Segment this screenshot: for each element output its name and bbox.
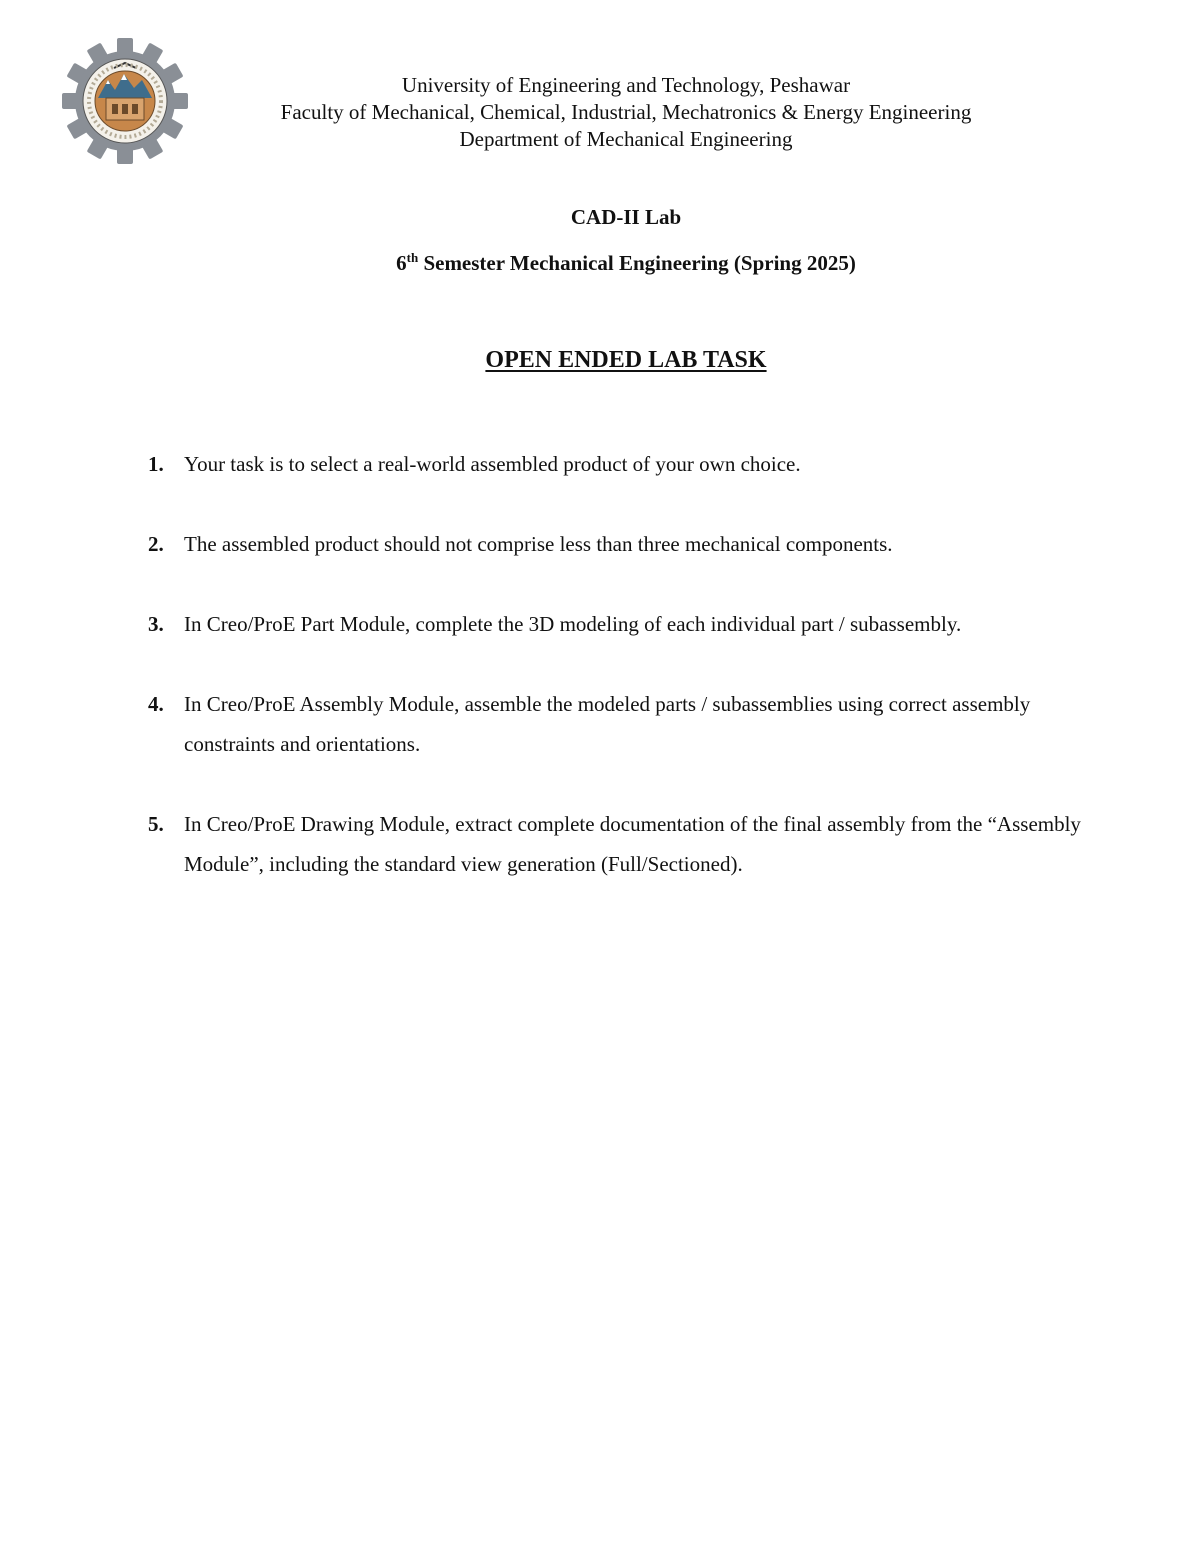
task-text: In Creo/ProE Assembly Module, assemble the modeled parts / subassemblies using correct assembly constraints and orientations.: [184, 692, 1031, 756]
list-item: [146, 444, 1106, 484]
semester-suffix: th: [406, 250, 419, 265]
list-item: [146, 804, 1106, 884]
task-number: 2.: [148, 532, 164, 556]
faculty-name: Faculty of Mechanical, Chemical, Industrial, Mechatronics & Energy Engineering: [280, 100, 972, 124]
task-title: OPEN ENDED LAB TASK: [485, 347, 767, 373]
list-item: [146, 684, 1106, 764]
task-text: The assembled product should not comprise less than three mechanical components.: [184, 532, 893, 556]
department-name: Department of Mechanical Engineering: [459, 127, 793, 151]
task-number: 4.: [148, 692, 164, 716]
task-number: 5.: [148, 812, 164, 836]
task-text: Your task is to select a real-world assembled product of your own choice.: [184, 452, 801, 476]
course-title: CAD-II Lab: [570, 205, 682, 229]
task-text: In Creo/ProE Part Module, complete the 3D modeling of each individual part / subassembly.: [184, 612, 962, 636]
task-list: [146, 444, 1106, 924]
semester-number: 6: [396, 251, 407, 275]
semester-line: [0, 251, 1200, 276]
list-item: [146, 524, 1106, 564]
task-number: 3.: [148, 612, 164, 636]
semester-description: Semester Mechanical Engineering (Spring 2025): [418, 251, 856, 275]
list-item: [146, 604, 1106, 644]
task-text: In Creo/ProE Drawing Module, extract complete documentation of the final assembly from the “Assembly Module”, including the standard view generation (Full/Sectioned).: [184, 812, 1081, 876]
university-name: University of Engineering and Technology, Peshawar: [401, 73, 851, 97]
institution-header: [0, 72, 1200, 153]
task-number: 1.: [148, 452, 164, 476]
